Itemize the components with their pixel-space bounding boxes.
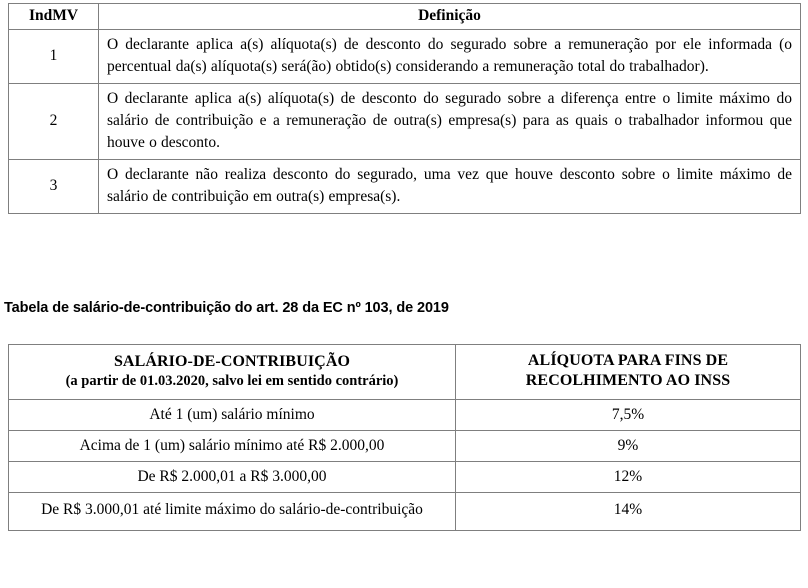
table-row [9, 400, 801, 431]
table-row [9, 431, 801, 462]
indmv-code-cell: 3 [9, 159, 99, 213]
table-header-row [9, 4, 801, 30]
faixa-cell: De R$ 2.000,01 a R$ 3.000,00 [9, 462, 456, 493]
column-header-salario-contribuicao [9, 345, 456, 400]
column-header-indmv: IndMV [9, 4, 99, 30]
column-header-title: SALÁRIO-DE-CONTRIBUIÇÃO [113, 352, 351, 370]
aliquota-cell: 7,5% [456, 400, 801, 431]
table-row [9, 83, 801, 159]
aliquota-cell: 9% [456, 431, 801, 462]
indmv-code-cell: 1 [9, 29, 99, 83]
column-header-subtitle: (a partir de 01.03.2020, salvo lei em sentido contrário) [65, 372, 399, 389]
column-header-definicao: Definição [99, 4, 801, 30]
table-header-row [9, 345, 801, 400]
indmv-definition-cell: O declarante aplica a(s) alíquota(s) de desconto do segurado sobre a diferença entre o limite máximo do salário de contribuição e a remuneração de outra(s) empresa(s) para as quais o trabalhador informou que houve o desconto. [99, 83, 801, 159]
table-row [9, 493, 801, 530]
indmv-definition-cell: O declarante não realiza desconto do segurado, uma vez que houve desconto sobre o limite máximo de salário de contribuição em outra(s) empresa(s). [99, 159, 801, 213]
salario-contribuicao-table-container [8, 344, 800, 531]
indmv-definition-cell: O declarante aplica a(s) alíquota(s) de desconto do segurado sobre a remuneração por ele informada (o percentual da(s) alíquota(s) será(ão) obtido(s) considerando a remuneração total do trabalhador). [99, 29, 801, 83]
indmv-table [8, 3, 801, 214]
table-row [9, 159, 801, 213]
aliquota-cell: 12% [456, 462, 801, 493]
table-row [9, 462, 801, 493]
aliquota-cell: 14% [456, 493, 801, 530]
table-row [9, 29, 801, 83]
faixa-cell: Até 1 (um) salário mínimo [9, 400, 456, 431]
section-heading: Tabela de salário-de-contribuição do art. 28 da EC nº 103, de 2019 [4, 300, 449, 316]
column-header-aliquota: ALÍQUOTA PARA FINS DE RECOLHIMENTO AO INSS [456, 345, 801, 400]
salario-contribuicao-table [8, 344, 801, 531]
indmv-code-cell: 2 [9, 83, 99, 159]
faixa-cell: De R$ 3.000,01 até limite máximo do salário-de-contribuição [9, 493, 456, 530]
faixa-cell: Acima de 1 (um) salário mínimo até R$ 2.000,00 [9, 431, 456, 462]
indmv-table-container [8, 3, 800, 214]
